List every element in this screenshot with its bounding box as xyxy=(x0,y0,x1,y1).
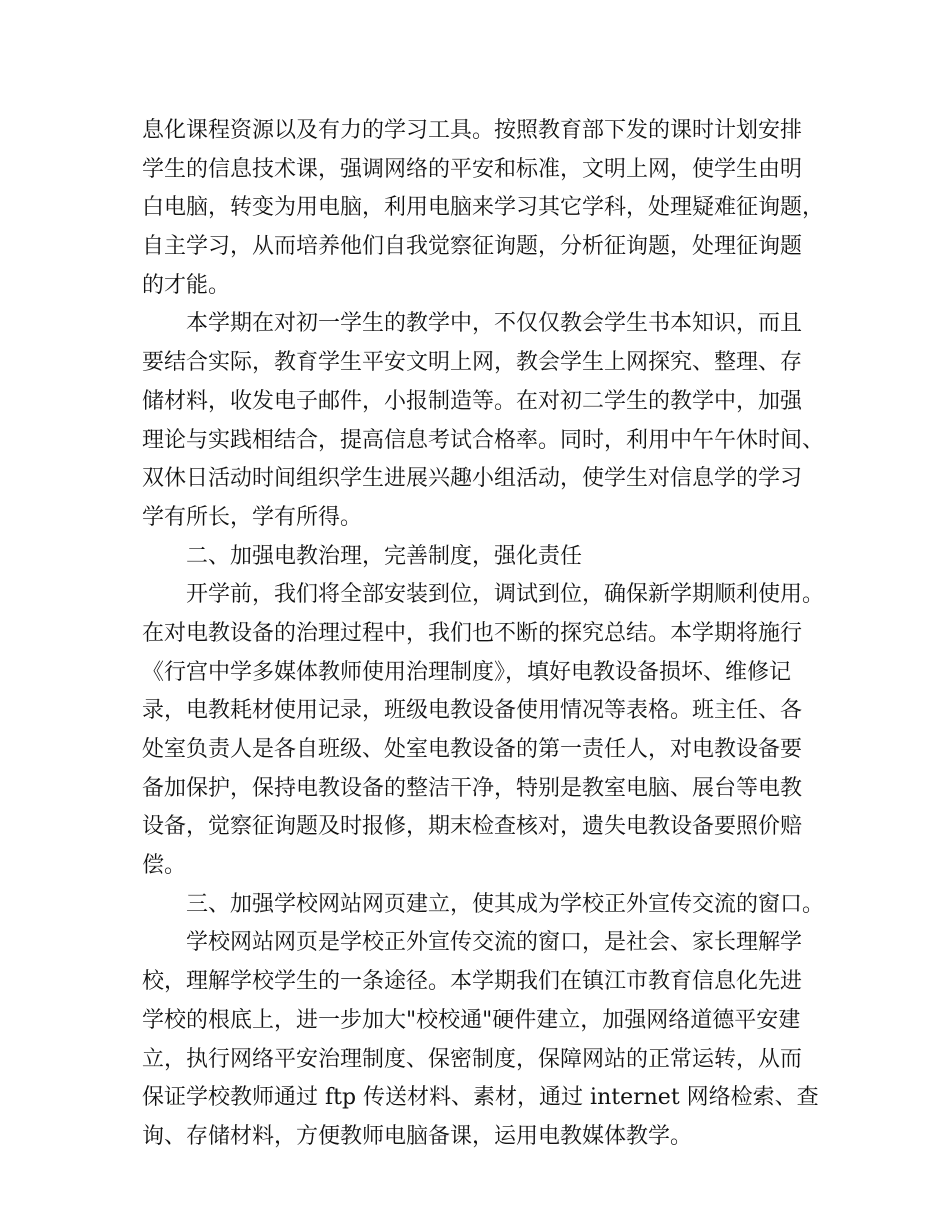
document-body xyxy=(142,112,825,1157)
text-line: 立，执行网络平安治理制度、保密制度，保障网站的正常运转，从而 xyxy=(142,1046,803,1072)
paragraph-4 xyxy=(142,924,822,1156)
text-line: 偿。 xyxy=(142,853,187,879)
text-line: 要结合实际，教育学生平安文明上网，教会学生上网探究、整理、存 xyxy=(142,350,803,376)
text-line: 录，电教耗材使用记录，班级电教设备使用情况等表格。班主任、各 xyxy=(142,698,803,724)
paragraph-1 xyxy=(142,112,825,305)
text-line: 学校网站网页是学校正外宣传交流的窗口，是社会、家长理解学 xyxy=(186,930,803,956)
text-line: 白电脑，转变为用电脑，利用电脑来学习其它学科，处理疑难征询题， xyxy=(142,195,825,221)
text-line: 开学前，我们将全部安装到位，调试到位，确保新学期顺利使用。 xyxy=(186,582,825,608)
text-line: 处室负责人是各自班级、处室电教设备的第一责任人，对电教设备要 xyxy=(142,737,803,762)
text-line: 保证学校教师通过 ftp 传送材料、素材，通过 internet 网络检索、查 xyxy=(142,1085,819,1111)
text-line: 校，理解学校学生的一条途径。本学期我们在镇江市教育信息化先进 xyxy=(142,969,803,995)
text-line: 学有所长，学有所得。 xyxy=(142,504,363,530)
text-line: 本学期在对初一学生的教学中，不仅仅教会学生书本知识，而且 xyxy=(186,311,803,337)
text-line: 息化课程资源以及有力的学习工具。按照教育部下发的课时计划安排 xyxy=(142,118,803,143)
section-heading-3 xyxy=(142,886,825,925)
text-line: 《行宫中学多媒体教师使用治理制度》，填好电教设备损坏、维修记 xyxy=(142,659,792,685)
paragraph-3 xyxy=(142,576,825,886)
text-line: 的才能。 xyxy=(142,272,231,298)
text-line: 学校的根底上，进一步加大"校校通"硬件建立，加强网络道德平安建 xyxy=(142,1007,801,1033)
text-line: 储材料，收发电子邮件，小报制造等。在对初二学生的教学中，加强 xyxy=(142,388,803,414)
text-line: 学生的信息技术课，强调网络的平安和标准，文明上网，使学生由明 xyxy=(142,156,803,182)
section-heading-2 xyxy=(142,538,822,577)
section-heading: 三、加强学校网站网页建立，使其成为学校正外宣传交流的窗口。 xyxy=(186,891,825,917)
text-line: 双休日活动时间组织学生进展兴趣小组活动，使学生对信息学的学习 xyxy=(142,466,803,492)
text-line: 备加保护，保持电教设备的整洁干净，特别是教室电脑、展台等电教 xyxy=(142,775,803,801)
section-heading: 二、加强电教治理，完善制度，强化责任 xyxy=(186,543,583,569)
text-line: 设备，觉察征询题及时报修，期末检查核对，遗失电教设备要照价赔 xyxy=(142,814,803,840)
text-line: 询、存储材料，方便教师电脑备课，运用电教媒体教学。 xyxy=(142,1123,693,1149)
paragraph-2 xyxy=(142,305,825,537)
text-line: 自主学习，从而培养他们自我觉察征询题，分析征询题，处理征询题 xyxy=(142,234,803,260)
text-line: 理论与实践相结合，提高信息考试合格率。同时，利用中午午休时间、 xyxy=(142,427,825,453)
text-line: 在对电教设备的治理过程中，我们也不断的探究总结。本学期将施行 xyxy=(142,620,803,646)
